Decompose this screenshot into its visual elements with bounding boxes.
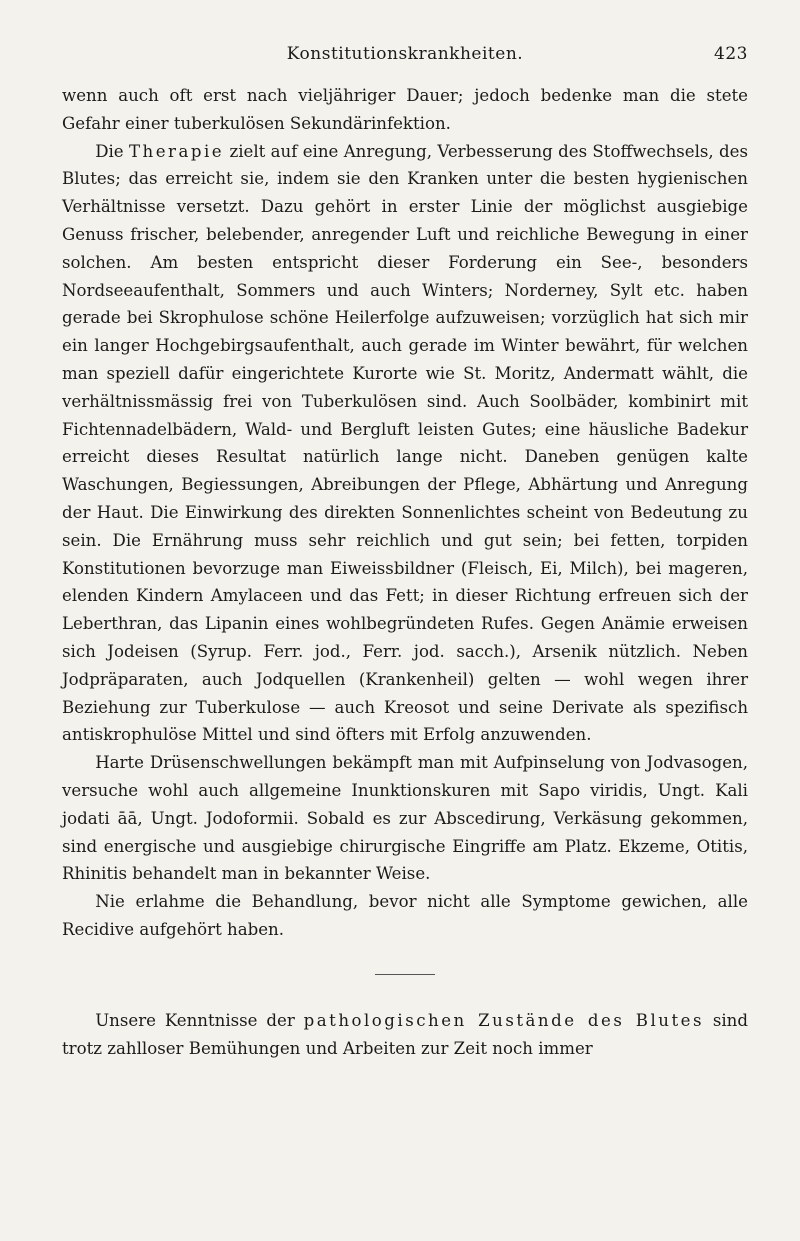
paragraph-text: sind trotz zahlloser Bemühungen und Arbeiten zur Zeit noch immer — [62, 1010, 748, 1058]
paragraph-druesenschwellungen — [62, 749, 748, 888]
paragraph-continuation — [62, 82, 748, 138]
paragraph-behandlung — [62, 888, 748, 944]
page-number: 423 — [714, 44, 748, 64]
paragraph-text: Die — [95, 141, 129, 161]
spaced-term-blutes: pathologischen Zustände des Blutes — [303, 1010, 704, 1030]
section-divider — [375, 974, 435, 975]
paragraph-text: zielt auf eine Anregung, Verbesserung des Stoffwechsels, des Blutes; das erreicht sie, indem sie den Kranken unter die besten hygienischen Verhältnisse versetzt. Dazu gehört in erster Linie der möglichst ausgiebige Genuss frischer, belebender, anregender Luft und reichliche Bewegung in einer solchen. Am besten entspricht dieser Forderung ein See-, besonders Nordseeaufenthalt, Sommers und auch Winters; Norderney, Sylt etc. haben gerade bei Skrophulose schöne Heilerfolge aufzuweisen; vorzüglich hat sich mir ein langer Hochgebirgsaufenthalt, auch gerade im Winter bewährt, für welchen man speziell dafür eingerichtete Kurorte wie St. Moritz, Andermatt wählt, die verhältnissmässig frei von Tuberkulösen sind. Auch Soolbäder, kombinirt mit Fichtennadelbädern, Wald- und Bergluft leisten Gutes; eine häusliche Badekur erreicht dieses Resultat natürlich lange nicht. Daneben genügen kalte Waschungen, Begiessungen, Abreibungen der Pflege, Abhärtung und Anregung der Haut. Die Einwirkung des direkten Sonnenlichtes scheint von Bedeutung zu sein. Die Ernährung muss sehr reichlich und gut sein; bei fetten, torpiden Konstitutionen bevorzuge man Eiweissbildner (Fleisch, Ei, Milch), bei mageren, elenden Kindern Amylaceen und das Fett; in dieser Richtung erfreuen sich der Leberthran, das Lipanin eines wohlbegründeten Rufes. Gegen Anämie erweisen sich Jodeisen (Syrup. Ferr. jod., Ferr. jod. sacch.), Arsenik nützlich. Neben Jodpräparaten, auch Jodquellen (Krankenheil) gelten — wohl wegen ihrer Beziehung zur Tuberkulose — auch Kreosot und seine Derivate als spezifisch antiskrophulöse Mittel und sind öfters mit Erfolg anzuwenden. — [62, 141, 748, 745]
paragraph-text: Nie erlahme die Behandlung, bevor nicht alle Symptome gewichen, alle Recidive aufgehört haben. — [62, 892, 748, 939]
body-text — [62, 82, 748, 1062]
running-head — [62, 44, 748, 74]
paragraph-therapie — [62, 138, 748, 750]
spaced-term-therapie: Therapie — [128, 141, 225, 161]
paragraph-blut — [62, 1007, 748, 1063]
paragraph-text: Unsere Kenntnisse der — [95, 1010, 304, 1030]
running-head-title: Konstitutionskrankheiten. — [286, 44, 524, 64]
paragraph-text: wenn auch oft erst nach vieljähriger Dauer; jedoch bedenke man die stete Gefahr einer tuberkulösen Sekundärinfektion. — [62, 86, 748, 133]
paragraph-text: Harte Drüsenschwellungen bekämpft man mit Aufpinselung von Jodvasogen, versuche wohl auch allgemeine Inunktionskuren mit Sapo viridis, Ungt. Kali jodati āā, Ungt. Jodoformii. Sobald es zur Abscedirung, Verkäsung gekommen, sind energische und ausgiebige chirurgische Eingriffe am Platz. Ekzeme, Otitis, Rhinitis behandelt man in bekannter Weise. — [62, 753, 748, 884]
